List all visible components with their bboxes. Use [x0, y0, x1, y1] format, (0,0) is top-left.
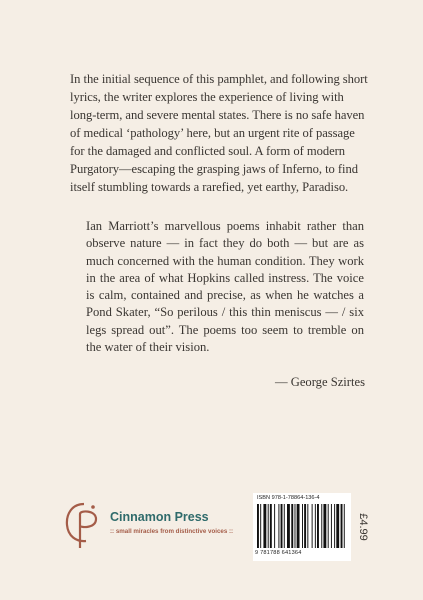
back-cover-blurb: In the initial sequence of this pamphlet, and following short lyrics, the writer explores the experience of living with long-term, and severe mental states. There is no safe haven of medical ‘pathology’ here, but an urgent rite of passage for the damaged and conflicted soul. A form of modern Purgatory—escaping the grasping jaws of Inferno, to find itself stumbling towards a rarefied, yet earthy, Paradiso.: [70, 72, 368, 194]
isbn-barcode-block: [253, 493, 351, 561]
price-label: [356, 507, 370, 547]
publisher-name: Cinnamon Press: [110, 510, 209, 524]
barcode-icon: [257, 504, 347, 548]
quote-attribution: — George Szirtes: [274, 375, 365, 389]
review-quote: Ian Marriott’s marvellous poems inhabit rather than observe nature — in fact they do both — but are as much concerned with the human condition. They work in the area of what Hopkins called instress. The voice is calm, contained and precise, as when he watches a Pond Skater, “So perilous / this thin meniscus — / six legs spread out”. The poems too seem to tremble on the water of their vision.: [86, 219, 364, 355]
barcode-digits: 9 781788 641364: [255, 550, 302, 556]
cinnamon-press-logo-icon: [62, 498, 106, 553]
publisher-tagline: :: small miracles from distinctive voices ::: [110, 528, 234, 535]
publisher-logo: [62, 498, 282, 553]
price-text: £4.99: [357, 513, 369, 541]
isbn-label: ISBN 978-1-78864-136-4: [257, 495, 320, 501]
